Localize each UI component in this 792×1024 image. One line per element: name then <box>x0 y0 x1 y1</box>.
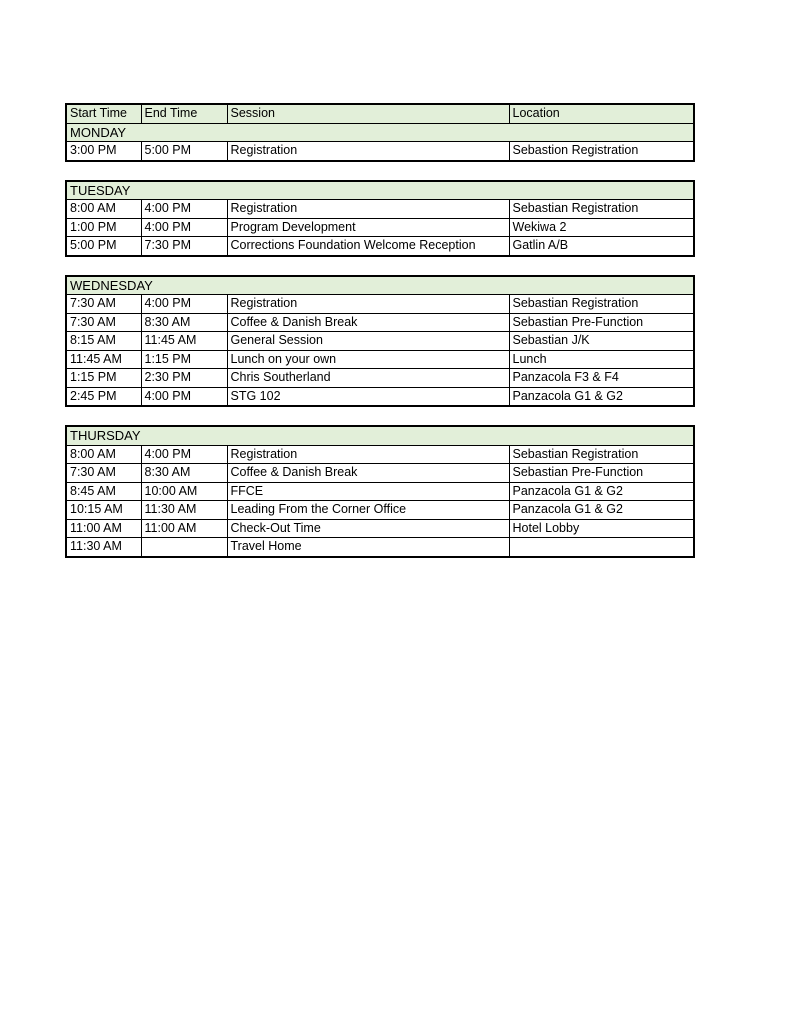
start-time-cell: 3:00 PM <box>66 142 141 161</box>
location-cell: Sebastian Registration <box>509 295 694 314</box>
end-time-cell: 4:00 PM <box>141 387 227 406</box>
end-time-cell: 5:00 PM <box>141 142 227 161</box>
day-row <box>66 426 694 445</box>
start-time-cell: 11:00 AM <box>66 519 141 538</box>
location-cell: Sebastian Pre-Function <box>509 313 694 332</box>
header-start-time: Start Time <box>66 104 141 123</box>
block-spacer <box>65 407 693 425</box>
session-cell: Program Development <box>227 218 509 237</box>
end-time-cell: 8:30 AM <box>141 313 227 332</box>
table-row <box>66 482 694 501</box>
start-time-cell: 11:30 AM <box>66 538 141 557</box>
location-cell: Sebastian Pre-Function <box>509 464 694 483</box>
table-row <box>66 200 694 219</box>
location-cell <box>509 538 694 557</box>
day-row <box>66 123 694 142</box>
day-row <box>66 276 694 295</box>
end-time-cell <box>141 538 227 557</box>
session-cell: Lunch on your own <box>227 350 509 369</box>
start-time-cell: 8:00 AM <box>66 200 141 219</box>
session-cell: Leading From the Corner Office <box>227 501 509 520</box>
location-cell: Panzacola G1 & G2 <box>509 482 694 501</box>
end-time-cell: 1:15 PM <box>141 350 227 369</box>
end-time-cell: 4:00 PM <box>141 218 227 237</box>
location-cell: Gatlin A/B <box>509 237 694 256</box>
day-heading-tuesday: TUESDAY <box>66 181 694 200</box>
block-spacer <box>65 162 693 180</box>
location-cell: Wekiwa 2 <box>509 218 694 237</box>
session-cell: STG 102 <box>227 387 509 406</box>
header-location: Location <box>509 104 694 123</box>
session-cell: Registration <box>227 445 509 464</box>
monday-table <box>65 103 695 162</box>
day-row <box>66 181 694 200</box>
session-cell: Registration <box>227 295 509 314</box>
session-cell: Corrections Foundation Welcome Reception <box>227 237 509 256</box>
start-time-cell: 1:15 PM <box>66 369 141 388</box>
start-time-cell: 8:45 AM <box>66 482 141 501</box>
location-cell: Hotel Lobby <box>509 519 694 538</box>
end-time-cell: 2:30 PM <box>141 369 227 388</box>
end-time-cell: 7:30 PM <box>141 237 227 256</box>
day-heading-thursday: THURSDAY <box>66 426 694 445</box>
end-time-cell: 4:00 PM <box>141 200 227 219</box>
start-time-cell: 1:00 PM <box>66 218 141 237</box>
table-row <box>66 464 694 483</box>
end-time-cell: 11:45 AM <box>141 332 227 351</box>
end-time-cell: 10:00 AM <box>141 482 227 501</box>
table-row <box>66 501 694 520</box>
start-time-cell: 7:30 AM <box>66 295 141 314</box>
session-cell: Registration <box>227 200 509 219</box>
end-time-cell: 4:00 PM <box>141 295 227 314</box>
location-cell: Panzacola G1 & G2 <box>509 387 694 406</box>
block-spacer <box>65 257 693 275</box>
session-cell: Travel Home <box>227 538 509 557</box>
session-cell: Coffee & Danish Break <box>227 464 509 483</box>
table-row <box>66 350 694 369</box>
location-cell: Panzacola G1 & G2 <box>509 501 694 520</box>
day-heading-wednesday: WEDNESDAY <box>66 276 694 295</box>
start-time-cell: 7:30 AM <box>66 313 141 332</box>
location-cell: Sebastian Registration <box>509 445 694 464</box>
column-header-row <box>66 104 694 123</box>
location-cell: Sebastion Registration <box>509 142 694 161</box>
start-time-cell: 10:15 AM <box>66 501 141 520</box>
tuesday-table <box>65 180 695 257</box>
conference-schedule <box>65 103 693 558</box>
location-cell: Sebastian Registration <box>509 200 694 219</box>
session-cell: General Session <box>227 332 509 351</box>
location-cell: Sebastian J/K <box>509 332 694 351</box>
table-row <box>66 295 694 314</box>
end-time-cell: 8:30 AM <box>141 464 227 483</box>
start-time-cell: 11:45 AM <box>66 350 141 369</box>
location-cell: Lunch <box>509 350 694 369</box>
session-cell: Check-Out Time <box>227 519 509 538</box>
wednesday-table <box>65 275 695 408</box>
start-time-cell: 5:00 PM <box>66 237 141 256</box>
table-row <box>66 237 694 256</box>
table-row <box>66 332 694 351</box>
start-time-cell: 8:00 AM <box>66 445 141 464</box>
day-heading-monday: MONDAY <box>66 123 694 142</box>
table-row <box>66 369 694 388</box>
end-time-cell: 11:30 AM <box>141 501 227 520</box>
table-row <box>66 445 694 464</box>
table-row <box>66 142 694 161</box>
start-time-cell: 8:15 AM <box>66 332 141 351</box>
session-cell: Chris Southerland <box>227 369 509 388</box>
start-time-cell: 2:45 PM <box>66 387 141 406</box>
end-time-cell: 11:00 AM <box>141 519 227 538</box>
session-cell: Coffee & Danish Break <box>227 313 509 332</box>
header-end-time: End Time <box>141 104 227 123</box>
thursday-table <box>65 425 695 558</box>
table-row <box>66 387 694 406</box>
location-cell: Panzacola F3 & F4 <box>509 369 694 388</box>
table-row <box>66 218 694 237</box>
table-row <box>66 538 694 557</box>
header-session: Session <box>227 104 509 123</box>
table-row <box>66 519 694 538</box>
start-time-cell: 7:30 AM <box>66 464 141 483</box>
session-cell: Registration <box>227 142 509 161</box>
table-row <box>66 313 694 332</box>
session-cell: FFCE <box>227 482 509 501</box>
end-time-cell: 4:00 PM <box>141 445 227 464</box>
